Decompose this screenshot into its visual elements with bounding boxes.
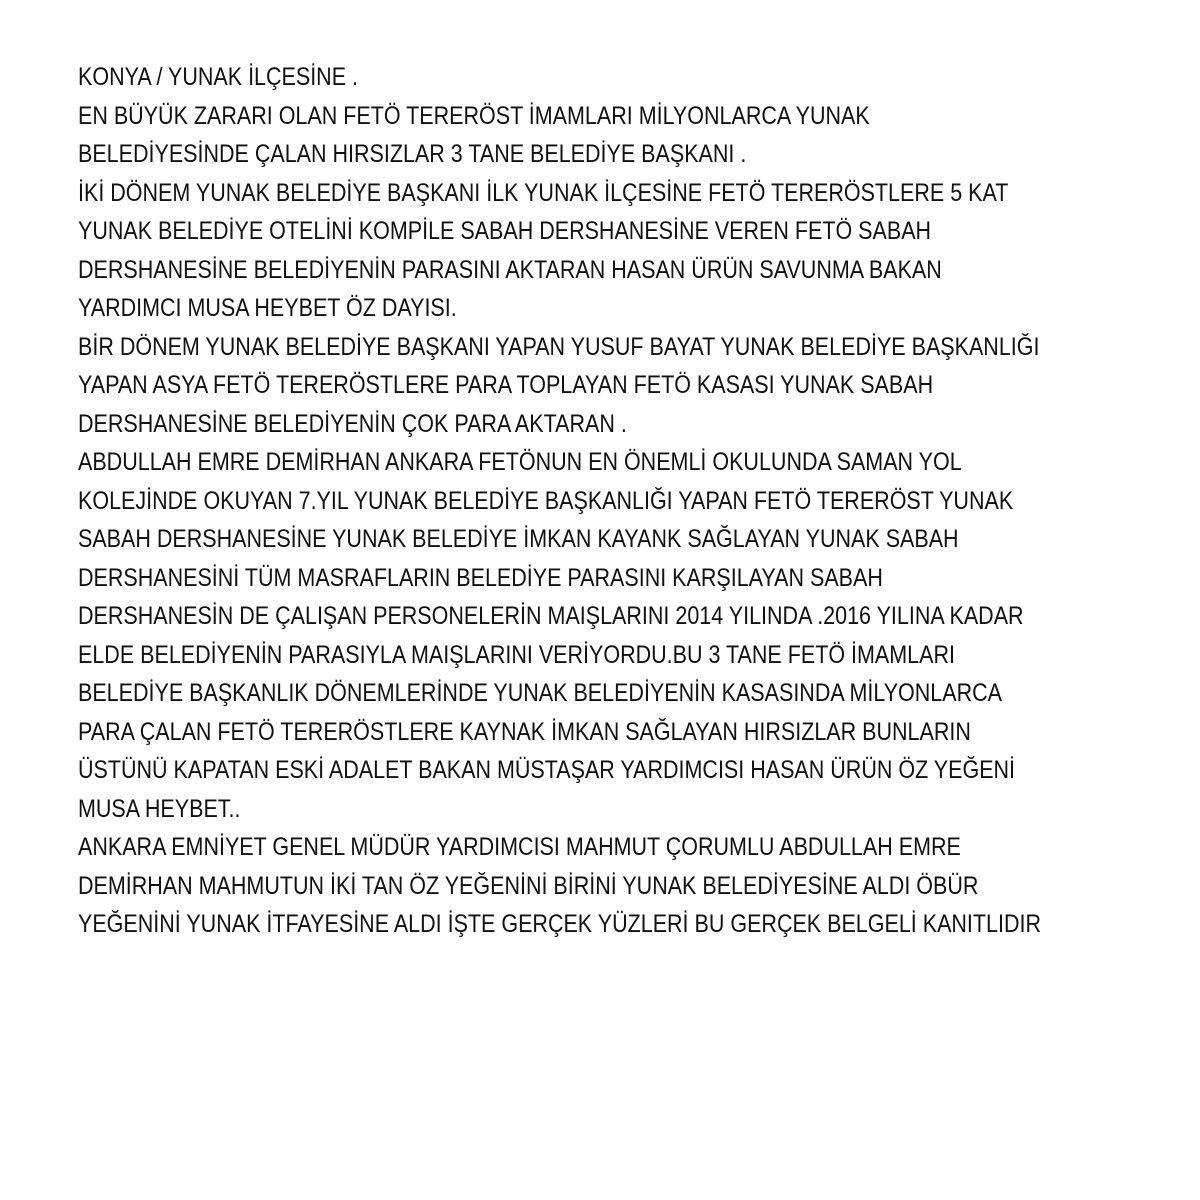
text-line: BİR DÖNEM YUNAK BELEDİYE BAŞKANI YAPAN YUSUF BAYAT YUNAK BELEDİYE BAŞKANLIĞI	[78, 332, 1040, 361]
text-line: ÜSTÜNÜ KAPATAN ESKİ ADALET BAKAN MÜSTAŞAR YARDIMCISI HASAN ÜRÜN ÖZ YEĞENİ	[78, 756, 1016, 784]
text-line: SABAH DERSHANESİNE YUNAK BELEDİYE İMKAN KAYANK SAĞLAYAN YUNAK SABAH	[78, 525, 959, 553]
text-line: BELEDİYESİNDE ÇALAN HIRSIZLAR 3 TANE BELEDİYE BAŞKANI .	[78, 140, 747, 168]
text-line: DERSHANESİNE BELEDİYENİN ÇOK PARA AKTARAN .	[78, 409, 627, 438]
text-line: MUSA HEYBET..	[78, 794, 241, 823]
text-line: KONYA / YUNAK İLÇESİNE .	[78, 63, 358, 91]
text-line: DEMİRHAN MAHMUTUN İKİ TAN ÖZ YEĞENİNİ BİRİNİ YUNAK BELEDİYESİNE ALDI ÖBÜR	[78, 871, 979, 900]
text-line: PARA ÇALAN FETÖ TERERÖSTLERE KAYNAK İMKAN SAĞLAYAN HIRSIZLAR BUNLARIN	[78, 717, 971, 746]
text-line: ELDE BELEDİYENİN PARASIYLA MAIŞLARINI VERİYORDU.BU 3 TANE FETÖ İMAMLARI	[78, 640, 955, 669]
text-line: EN BÜYÜK ZARARI OLAN FETÖ TERERÖST İMAMLARI MİLYONLARCA YUNAK	[78, 101, 870, 130]
text-line: DERSHANESİNE BELEDİYENİN PARASINI AKTARAN HASAN ÜRÜN SAVUNMA BAKAN	[78, 255, 942, 284]
text-line: YAPAN ASYA FETÖ TERERÖSTLERE PARA TOPLAYAN FETÖ KASASI YUNAK SABAH	[78, 371, 934, 399]
text-line: YARDIMCI MUSA HEYBET ÖZ DAYISI.	[78, 294, 457, 322]
text-line: ABDULLAH EMRE DEMİRHAN ANKARA FETÖNUN EN ÖNEMLİ OKULUNDA SAMAN YOL	[78, 448, 962, 476]
text-line: DERSHANESİNİ TÜM MASRAFLARIN BELEDİYE PARASINI KARŞILAYAN SABAH	[78, 563, 883, 592]
text-line: YEĞENİNİ YUNAK İTFAYESİNE ALDI İŞTE GERÇEK YÜZLERİ BU GERÇEK BELGELİ KANITLIDIR	[78, 910, 1041, 938]
text-line: İKİ DÖNEM YUNAK BELEDİYE BAŞKANI İLK YUNAK İLÇESİNE FETÖ TERERÖSTLERE 5 KAT	[78, 178, 1009, 207]
document-body	[78, 58, 1178, 944]
text-line: ANKARA EMNİYET GENEL MÜDÜR YARDIMCISI MAHMUT ÇORUMLU ABDULLAH EMRE	[78, 833, 961, 861]
text-line: KOLEJİNDE OKUYAN 7.YIL YUNAK BELEDİYE BAŞKANLIĞI YAPAN FETÖ TERERÖST YUNAK	[78, 486, 1014, 515]
text-line: BELEDİYE BAŞKANLIK DÖNEMLERİNDE YUNAK BELEDİYENİN KASASINDA MİLYONLARCA	[78, 679, 1003, 707]
text-line: YUNAK BELEDİYE OTELİNİ KOMPİLE SABAH DERSHANESİNE VEREN FETÖ SABAH	[78, 217, 932, 245]
text-line: DERSHANESİN DE ÇALIŞAN PERSONELERİN MAIŞLARINI 2014 YILINDA .2016 YILINA KADAR	[78, 602, 1024, 630]
